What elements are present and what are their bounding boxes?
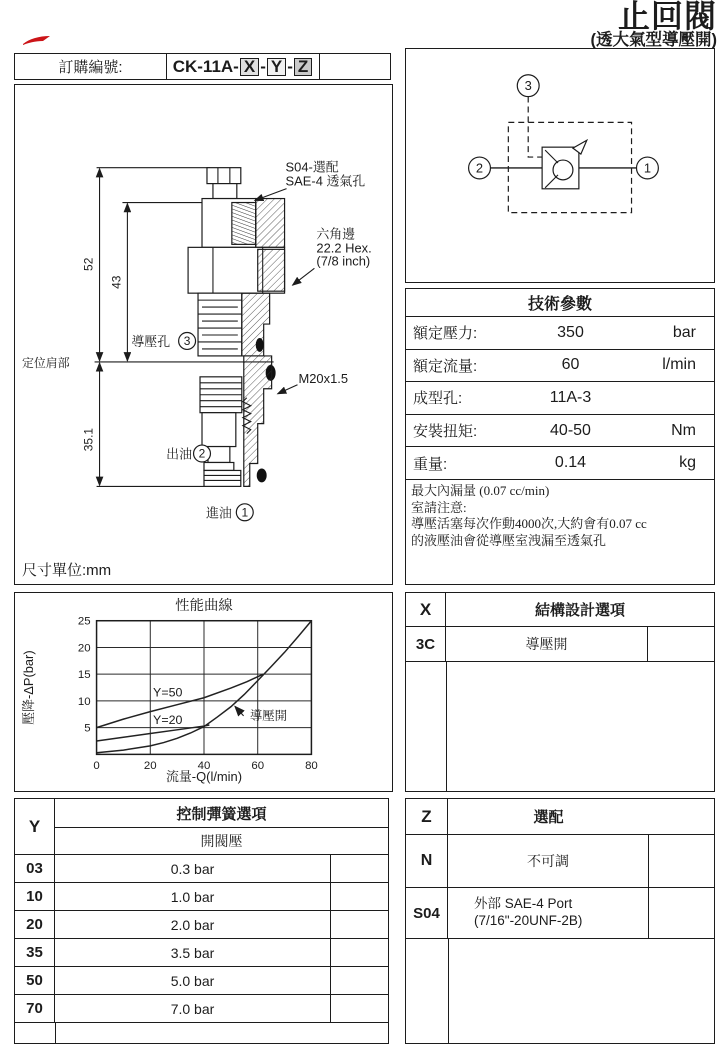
z-header-blank <box>649 799 714 835</box>
z-option-blank <box>649 888 714 939</box>
tech-value: 350 <box>557 323 584 341</box>
svg-text:流量-Q(l/min): 流量-Q(l/min) <box>165 769 243 785</box>
x-option-row-3c <box>406 627 714 662</box>
y-options-filler <box>15 1023 388 1043</box>
y-option-blank <box>331 939 388 967</box>
z-options-header <box>406 799 714 835</box>
dimension-unit-note: 尺寸單位:mm <box>22 562 112 579</box>
x-options-filler <box>406 662 714 791</box>
page-subtitle: (透大氣型導壓開) <box>590 30 717 49</box>
logo-swoosh <box>22 35 52 47</box>
tech-parameters-panel <box>405 288 715 585</box>
hydraulic-symbol-panel <box>405 48 715 283</box>
z-options-title: 選配 <box>448 799 649 835</box>
svg-text:80: 80 <box>305 760 318 773</box>
order-number-blank <box>320 54 390 79</box>
tech-row-cavity <box>406 382 714 415</box>
shoulder-label: 定位肩部 <box>21 355 70 370</box>
x-filler-left-col <box>406 662 447 791</box>
inlet-port-number: 1 <box>241 505 249 520</box>
svg-text:導壓孔: 導壓孔 <box>131 333 171 349</box>
performance-chart <box>15 593 392 791</box>
svg-text:60: 60 <box>251 760 265 773</box>
model-sep-2: - <box>287 56 293 76</box>
y-option-blank <box>331 967 388 995</box>
y-option-label: 3.5 bar <box>55 939 331 967</box>
inlet-port-label <box>206 504 253 521</box>
svg-text:Y=20: Y=20 <box>153 713 183 728</box>
thread-label: M20x1.5 <box>298 370 349 386</box>
svg-text:10: 10 <box>77 695 91 708</box>
tech-notes <box>406 480 714 584</box>
tech-row-flow <box>406 350 714 383</box>
hex-note-line3: (7/8 inch) <box>316 253 371 269</box>
x-options-panel <box>405 592 715 792</box>
svg-text:出油: 出油 <box>166 446 193 462</box>
pilot-port-label <box>131 333 195 350</box>
valve-cross-section-drawing <box>15 85 392 584</box>
tech-unit: Nm <box>671 421 696 439</box>
y-option-row <box>15 967 388 995</box>
y-option-row <box>15 883 388 911</box>
outlet-port-label <box>166 445 210 462</box>
hydraulic-symbol <box>406 49 714 282</box>
tech-value: 11A-3 <box>549 388 592 406</box>
svg-text:導壓開: 導壓開 <box>249 708 288 723</box>
svg-text:25: 25 <box>77 615 91 628</box>
port1-number: 1 <box>643 160 652 176</box>
z-options-filler <box>406 939 714 1043</box>
valve-body <box>188 168 284 487</box>
tech-label: 重量: <box>413 455 448 473</box>
y-filler-left-col <box>15 1023 56 1043</box>
tech-label: 成型孔: <box>413 390 463 408</box>
y-options-header <box>15 799 388 855</box>
pilot-dashed-line <box>528 97 542 157</box>
z-option-label: 不可調 <box>448 835 649 888</box>
tech-note-line: 室請注意: <box>411 499 467 515</box>
svg-text:15: 15 <box>77 669 91 682</box>
order-number-label: 訂購編號: <box>15 54 167 79</box>
y-option-row <box>15 939 388 967</box>
model-code-x: X <box>240 58 259 76</box>
y-option-blank <box>331 911 388 939</box>
tech-note-line: 的液壓油會從導壓室洩漏至透氣孔 <box>411 532 607 548</box>
x-option-blank <box>648 627 714 662</box>
z-option-label2: (7/16"-20UNF-2B) <box>474 913 583 928</box>
tech-unit: bar <box>672 323 696 341</box>
svg-text:0: 0 <box>93 760 100 773</box>
y-option-label: 0.3 bar <box>55 855 331 883</box>
z-option-blank <box>649 835 714 888</box>
tech-note-line: 導壓活塞每次作動4000次,大約會有0.07 cc <box>411 516 647 532</box>
y-option-row <box>15 995 388 1023</box>
tech-row-torque <box>406 415 714 448</box>
z-filler-left-col <box>406 939 449 1043</box>
thread-leader <box>278 385 298 394</box>
outlet-port-number: 2 <box>198 446 206 461</box>
tech-value: 0.14 <box>554 454 587 472</box>
tech-row-weight <box>406 447 714 480</box>
svg-text:5: 5 <box>84 722 91 735</box>
page-title: 止回閥 <box>617 0 717 34</box>
hex-note-line2: 22.2 Hex. <box>316 240 372 256</box>
y-option-row <box>15 911 388 939</box>
y-option-code: 70 <box>15 995 55 1023</box>
svg-text:20: 20 <box>77 642 91 655</box>
tech-note-line: 最大內漏量 (0.07 cc/min) <box>411 482 550 498</box>
y-option-row <box>15 855 388 883</box>
s04-note-line2: SAE-4 透氣孔 <box>285 173 366 189</box>
pilot-port-number: 3 <box>183 333 191 348</box>
order-number-table <box>14 53 391 80</box>
tech-value: 40-50 <box>550 421 591 439</box>
tech-unit: kg <box>679 454 696 472</box>
svg-text:40: 40 <box>197 760 211 773</box>
tech-parameters-title: 技術參數 <box>406 289 714 317</box>
x-code-header: X <box>406 593 446 627</box>
y-option-label: 7.0 bar <box>55 995 331 1023</box>
y-options-title: 控制彈簧選項 <box>55 799 388 828</box>
z-option-label: 外部 SAE-4 Port <box>474 896 573 912</box>
z-code-header: Z <box>406 799 448 835</box>
tech-value: 60 <box>561 356 580 374</box>
y-option-code: 20 <box>15 911 55 939</box>
tech-unit: l/min <box>662 356 696 374</box>
tech-label: 額定流量: <box>413 357 478 375</box>
y-code-header: Y <box>15 799 55 855</box>
tech-label: 安裝扭矩: <box>413 423 478 441</box>
y-option-label: 5.0 bar <box>55 967 331 995</box>
z-options-panel <box>405 798 715 1044</box>
svg-text:進油: 進油 <box>205 505 232 521</box>
model-prefix: CK-11A- <box>172 56 239 76</box>
x-options-header <box>406 593 714 627</box>
y-option-code: 10 <box>15 883 55 911</box>
page-title-block <box>591 0 718 49</box>
model-code-y: Y <box>267 58 286 76</box>
x-option-code: 3C <box>406 627 446 662</box>
svg-text:Y=50: Y=50 <box>153 685 183 700</box>
z-option-code: N <box>406 835 448 888</box>
dim-35-text: 35.1 <box>81 427 96 452</box>
z-option-code: S04 <box>406 888 448 939</box>
hex-note-line1: 六角邊 <box>316 226 356 242</box>
z-option-row-n <box>406 835 714 888</box>
tech-label: 額定壓力: <box>413 325 478 343</box>
s04-note-line1: S04-選配 <box>285 159 339 175</box>
z-option-row-s04 <box>406 888 714 939</box>
y-option-code: 35 <box>15 939 55 967</box>
tech-row-pressure <box>406 317 714 350</box>
y-option-label: 2.0 bar <box>55 911 331 939</box>
y-option-blank <box>331 995 388 1023</box>
performance-chart-panel <box>14 592 393 792</box>
port2-number: 2 <box>475 160 484 176</box>
dim-52-text: 52 <box>81 257 96 271</box>
valve-drawing-panel <box>14 84 393 585</box>
x-options-title: 結構設計選項 <box>446 593 714 627</box>
svg-text:性能曲線: 性能曲線 <box>175 597 233 614</box>
port3-number: 3 <box>524 78 532 94</box>
y-option-code: 03 <box>15 855 55 883</box>
svg-text:壓降-ΔP(bar): 壓降-ΔP(bar) <box>20 650 36 725</box>
x-option-label: 導壓開 <box>446 627 648 662</box>
y-option-blank <box>331 883 388 911</box>
model-sep-1: - <box>260 56 266 76</box>
y-option-blank <box>331 855 388 883</box>
hex-leader <box>293 268 315 285</box>
svg-text:20: 20 <box>143 760 157 773</box>
model-code <box>167 54 320 79</box>
y-options-panel <box>14 798 389 1044</box>
dim-43-text: 43 <box>109 275 124 289</box>
y-options-subtitle: 開閥壓 <box>55 828 388 855</box>
y-option-label: 1.0 bar <box>55 883 331 911</box>
y-option-code: 50 <box>15 967 55 995</box>
model-code-z: Z <box>294 58 312 76</box>
